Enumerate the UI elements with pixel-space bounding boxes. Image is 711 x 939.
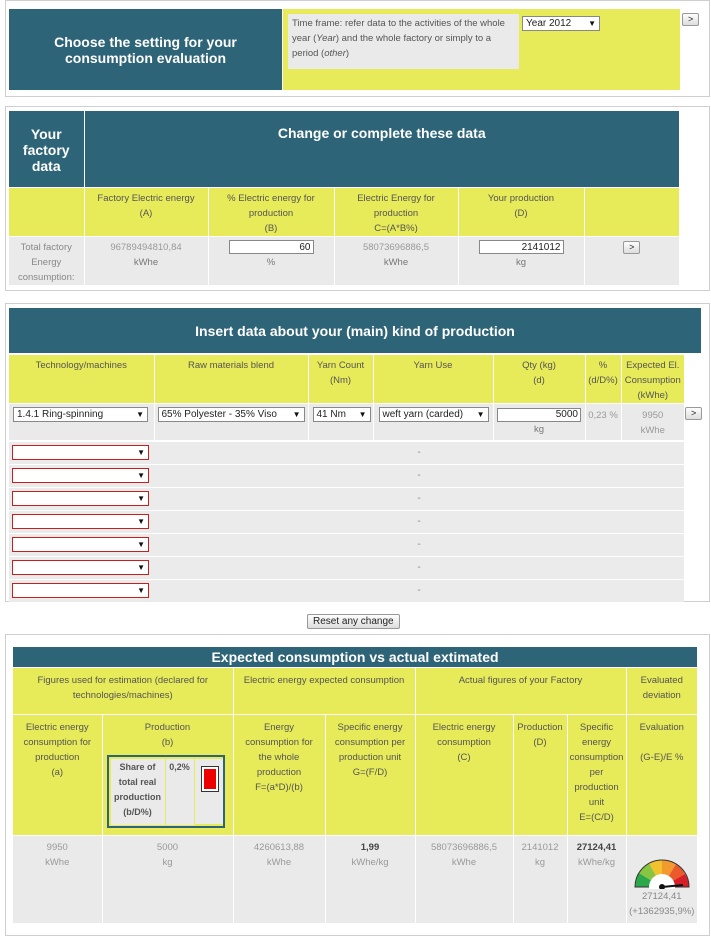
qty-cell: 5000 kg — [493, 404, 585, 440]
empty-row: ▼ - — [9, 442, 684, 465]
col-header-blank — [584, 187, 679, 236]
results-table — [13, 667, 697, 923]
tech-select-empty[interactable] — [12, 583, 149, 598]
header-f: Energy consumption for the whole production F=(a*D)/(b) — [233, 715, 325, 836]
chevron-down-icon: ▼ — [137, 563, 145, 572]
chevron-down-icon: ▼ — [137, 494, 145, 503]
tech-select-empty[interactable] — [12, 491, 149, 506]
col-header-pct: % (d/D%) — [585, 355, 621, 404]
tech-select[interactable]: 1.4.1 Ring-spinning ▼ — [13, 407, 148, 422]
factory-row-label: Total factory Energy consumption: — [9, 236, 84, 285]
col-header-qty: Qty (kg) (d) — [493, 355, 585, 404]
raw-select[interactable]: 65% Polyester - 35% Viso ▼ — [158, 407, 305, 422]
header-evaluation: Evaluation (G-E)/E % — [626, 715, 697, 836]
production-input[interactable] — [479, 240, 564, 254]
settings-heading-cell — [9, 9, 282, 90]
factory-left-heading: Your factory data — [22, 126, 70, 174]
value-c: 58073696886,5 kWhe — [415, 836, 513, 923]
col-header-use: Yarn Use — [373, 355, 493, 404]
header-g: Specific energy consumption per production unit G=(F/D) — [325, 715, 415, 836]
value-b: 5000 kg — [102, 836, 233, 923]
chevron-down-icon: ▼ — [137, 540, 145, 549]
group-header-deviation: Evaluated deviation — [626, 668, 697, 715]
chevron-down-icon: ▼ — [292, 410, 301, 419]
raw-cell — [154, 404, 308, 440]
chevron-down-icon: ▼ — [136, 410, 144, 419]
share-bar — [204, 769, 216, 789]
empty-rows — [9, 442, 684, 603]
tech-select-empty[interactable] — [12, 468, 149, 483]
factory-b-cell: 60 % — [208, 236, 334, 285]
col-header-tech: Technology/machines — [9, 355, 154, 404]
factory-go-button[interactable]: > — [623, 241, 640, 254]
group-header-expected: Electric energy expected consumption — [233, 668, 415, 715]
value-d: 2141012 kg — [513, 836, 567, 923]
share-box: Share of total real production (b/D%) 0,2% — [107, 755, 225, 828]
tech-select-empty[interactable] — [12, 445, 149, 460]
factory-table — [9, 111, 679, 285]
factory-left-heading-cell — [9, 111, 84, 187]
factory-panel — [5, 106, 710, 291]
results-heading-cell — [13, 647, 697, 667]
col-header-a: Factory Electric energy (A) — [84, 187, 208, 236]
empty-row: ▼ - — [9, 465, 684, 488]
col-header-raw: Raw materials blend — [154, 355, 308, 404]
share-bar-frame — [201, 766, 219, 792]
empty-row: ▼ - — [9, 488, 684, 511]
chevron-down-icon: ▼ — [137, 517, 145, 526]
empty-row: ▼ - — [9, 580, 684, 603]
group-header-estimation: Figures used for estimation (declared for technologies/machines) — [13, 668, 233, 715]
col-header-exp: Expected El. Consumption (kWhe) — [621, 355, 684, 404]
empty-row: ▼ - — [9, 534, 684, 557]
group-header-actual: Actual figures of your Factory — [415, 668, 626, 715]
col-header-count: Yarn Count (Nm) — [308, 355, 373, 404]
settings-go-button[interactable]: > — [682, 13, 699, 26]
col-header-c: Electric Energy for production C=(A*B%) — [334, 187, 458, 236]
chevron-down-icon: ▼ — [476, 410, 485, 419]
tech-select-empty[interactable] — [12, 537, 149, 552]
value-a: 9950 kWhe — [13, 836, 102, 923]
settings-heading: Choose the setting for your consumption evaluation — [54, 33, 237, 66]
empty-row: ▼ - — [9, 557, 684, 580]
chevron-down-icon: ▼ — [137, 586, 145, 595]
reset-button[interactable]: Reset any change — [307, 614, 400, 629]
col-header-d: Your production (D) — [458, 187, 584, 236]
factory-d-cell: 2141012 kg — [458, 236, 584, 285]
qty-input[interactable] — [497, 408, 581, 422]
header-a: Electric energy consumption for production (a) — [13, 715, 102, 836]
production-heading: Insert data about your (main) kind of production — [195, 322, 515, 339]
factory-right-heading: Change or complete these data — [277, 125, 486, 141]
share-value: 0,2% — [169, 762, 190, 772]
chevron-down-icon: ▼ — [137, 448, 145, 457]
count-cell — [308, 404, 373, 440]
col-header-b: % Electric energy for production (B) — [208, 187, 334, 236]
tech-cell — [9, 404, 154, 440]
factory-c-value: 58073696886,5 kWhe — [334, 236, 458, 285]
factory-header-blank — [9, 187, 84, 236]
pct-cell: 0,23 % — [585, 404, 621, 440]
use-select[interactable]: weft yarn (carded) ▼ — [379, 407, 489, 422]
header-c: Electric energy consumption (C) — [415, 715, 513, 836]
chevron-down-icon: ▼ — [358, 410, 367, 419]
production-go-button[interactable]: > — [685, 407, 702, 420]
timeframe-select[interactable]: Year 2012 ▼ — [522, 16, 600, 31]
count-select[interactable]: 41 Nm ▼ — [313, 407, 371, 422]
factory-right-heading-cell — [84, 111, 679, 187]
exp-cell: 9950 kWhe — [621, 404, 684, 440]
header-d: Production (D) — [513, 715, 567, 836]
chevron-down-icon: ▼ — [137, 471, 145, 480]
use-cell — [373, 404, 493, 440]
production-heading-cell — [9, 308, 701, 353]
value-f: 4260613,88 kWhe — [233, 836, 325, 923]
header-e: Specific energy consumption per production unit E=(C/D) — [567, 715, 626, 836]
results-heading: Expected consumption vs actual extimated — [211, 649, 499, 665]
value-evaluation: 27124,41 (+1362935,9%) — [626, 836, 697, 923]
results-panel — [5, 634, 710, 936]
production-panel — [5, 303, 710, 602]
value-e: 27124,41 kWhe/kg — [567, 836, 626, 923]
factory-a-value: 96789494810,84 kWhe — [84, 236, 208, 285]
tech-select-empty[interactable] — [12, 514, 149, 529]
settings-panel — [5, 0, 710, 97]
value-g: 1,99 kWhe/kg — [325, 836, 415, 923]
factory-data-row — [9, 236, 679, 285]
results-data-row — [13, 836, 697, 923]
header-b: Production (b) Share of total real production (b/D%) 0,2% — [102, 715, 233, 836]
gauge-icon — [632, 841, 692, 889]
empty-row: ▼ - — [9, 511, 684, 534]
timeframe-cell — [283, 9, 680, 90]
production-row-1 — [9, 404, 684, 440]
production-table — [9, 354, 684, 440]
energy-percent-input[interactable] — [229, 240, 314, 254]
chevron-down-icon: ▼ — [588, 19, 596, 28]
factory-go-cell — [584, 236, 679, 285]
timeframe-description: Time frame: refer data to the activities of the whole year (Year) and the whole factory or simply to a period (other) — [288, 14, 519, 69]
tech-select-empty[interactable] — [12, 560, 149, 575]
